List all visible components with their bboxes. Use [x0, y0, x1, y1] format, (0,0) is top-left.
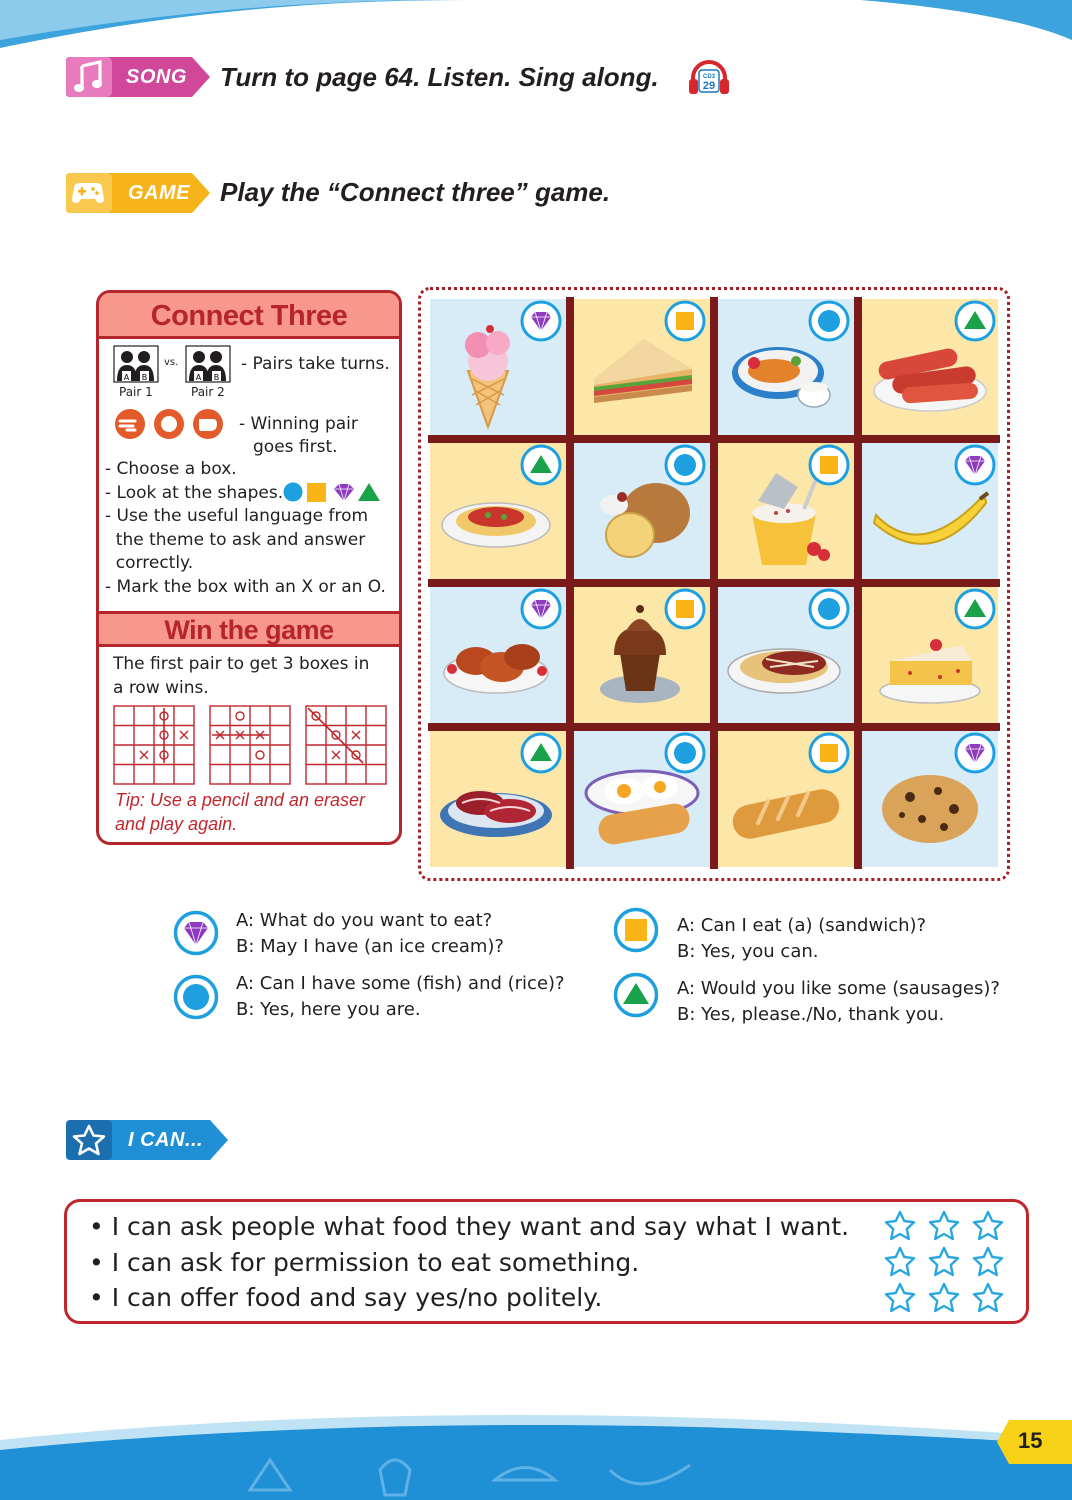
- square-badge: [664, 588, 706, 630]
- step-mark-box: - Mark the box with an X or an O.: [105, 577, 386, 597]
- pair-1-letter-b: B: [141, 373, 148, 382]
- circle-badge: [808, 300, 850, 342]
- triangle-dialogue-b: B: Yes, please./No, thank you.: [677, 1004, 945, 1025]
- diamond-dialogue-b: B: May I have (an ice cream)?: [236, 936, 504, 957]
- rating-star-icon[interactable]: [972, 1246, 1004, 1278]
- song-instruction: Turn to page 64. Listen. Sing along.: [220, 62, 659, 92]
- page-number: 15: [1018, 1428, 1043, 1453]
- triangle-dialogue-a: A: Would you like some (sausages)?: [677, 978, 1000, 999]
- win-text-2: a row wins.: [113, 678, 209, 698]
- rating-star-icon[interactable]: [884, 1282, 916, 1314]
- rating-star-icon[interactable]: [928, 1246, 960, 1278]
- pair-1-label: Pair 1: [119, 385, 153, 399]
- i-can-item-3: • I can offer food and say yes/no politely.: [89, 1283, 603, 1312]
- diamond-badge: [954, 732, 996, 774]
- game-instruction: Play the “Connect three” game.: [220, 177, 611, 207]
- pair-2-letter-a: A: [195, 373, 202, 382]
- circle-dialogue-a: A: Can I have some (fish) and (rice)?: [236, 973, 565, 994]
- diamond-badge: [520, 300, 562, 342]
- rating-star-icon[interactable]: [884, 1210, 916, 1242]
- goes-first-text: goes first.: [253, 437, 338, 457]
- i-can-tag-label: I CAN...: [128, 1129, 204, 1151]
- square-badge: [808, 732, 850, 774]
- tip-line-2: and play again.: [115, 814, 238, 834]
- pair-1-letter-a: A: [123, 373, 130, 382]
- triangle-badge: [520, 444, 562, 486]
- triangle-badge: [954, 588, 996, 630]
- rules-card: [96, 290, 402, 845]
- song-tag: [64, 54, 214, 100]
- pair-2-icon: [185, 345, 231, 383]
- rating-star-icon[interactable]: [928, 1282, 960, 1314]
- circle-badge: [664, 732, 706, 774]
- circle-badge: [664, 444, 706, 486]
- i-can-tag: [64, 1117, 232, 1163]
- square-badge: [664, 300, 706, 342]
- winning-pair-text: - Winning pair: [239, 414, 358, 434]
- triangle-badge: [520, 732, 562, 774]
- top-wave-decoration: [0, 0, 1072, 60]
- cd-headphones-icon[interactable]: [688, 60, 730, 96]
- diamond-dialogue-a: A: What do you want to eat?: [236, 910, 493, 931]
- circle-badge: [808, 588, 850, 630]
- square-badge: [808, 444, 850, 486]
- grid-line-h1: [428, 435, 1000, 443]
- example-grid-vertical: [113, 705, 195, 785]
- square-dialogue-b: B: Yes, you can.: [677, 941, 819, 962]
- square-dialogue-a: A: Can I eat (a) (sandwich)?: [677, 915, 927, 936]
- rules-header: [99, 293, 399, 339]
- win-header: [99, 611, 399, 647]
- win-text-1: The first pair to get 3 boxes in: [113, 654, 370, 674]
- shapes-legend: [282, 481, 392, 503]
- step-use-language-3: correctly.: [105, 553, 194, 573]
- rating-star-icon[interactable]: [972, 1282, 1004, 1314]
- tip-text: [115, 788, 395, 836]
- triangle-badge: [954, 300, 996, 342]
- diamond-badge: [520, 588, 562, 630]
- rating-star-icon[interactable]: [884, 1246, 916, 1278]
- diamond-badge: [954, 444, 996, 486]
- circle-dialogue-icon: [173, 974, 219, 1020]
- i-can-item-2: • I can ask for permission to eat something.: [89, 1248, 640, 1277]
- win-title: Win the game: [164, 615, 334, 645]
- vs-label: vs.: [164, 357, 179, 368]
- song-tag-label: SONG: [126, 66, 187, 88]
- tip-line-1: Tip: Use a pencil and an eraser: [115, 790, 365, 810]
- pairs-take-turns: - Pairs take turns.: [241, 354, 390, 374]
- step-use-language-1: - Use the useful language from: [105, 506, 369, 526]
- step-look-shapes: - Look at the shapes.: [105, 483, 284, 503]
- i-can-item-1: • I can ask people what food they want and say what I want.: [89, 1212, 850, 1241]
- rating-star-icon[interactable]: [972, 1210, 1004, 1242]
- game-tag-label: GAME: [128, 182, 190, 204]
- cd-label: CD3: [702, 74, 716, 80]
- example-grid-horizontal: [209, 705, 291, 785]
- example-grid-diagonal: [305, 705, 387, 785]
- game-tag: [64, 170, 214, 216]
- step-use-language-2: the theme to ask and answer: [105, 530, 366, 550]
- diamond-dialogue-icon: [173, 910, 219, 956]
- triangle-dialogue-icon: [613, 972, 659, 1018]
- bottom-wave-decoration: [0, 1410, 1072, 1500]
- pair-2-letter-b: B: [213, 373, 220, 382]
- cd-track-number: 29: [702, 80, 716, 92]
- step-choose-box: - Choose a box.: [105, 459, 237, 479]
- grid-line-h2: [428, 579, 1000, 587]
- grid-line-h3: [428, 723, 1000, 731]
- square-dialogue-icon: [613, 907, 659, 953]
- circle-dialogue-b: B: Yes, here you are.: [236, 999, 421, 1020]
- pair-1-icon: [113, 345, 159, 383]
- pair-2-label: Pair 2: [191, 385, 225, 399]
- rock-paper-scissors-icon: [113, 407, 231, 441]
- rules-title: Connect Three: [150, 300, 348, 332]
- rating-star-icon[interactable]: [928, 1210, 960, 1242]
